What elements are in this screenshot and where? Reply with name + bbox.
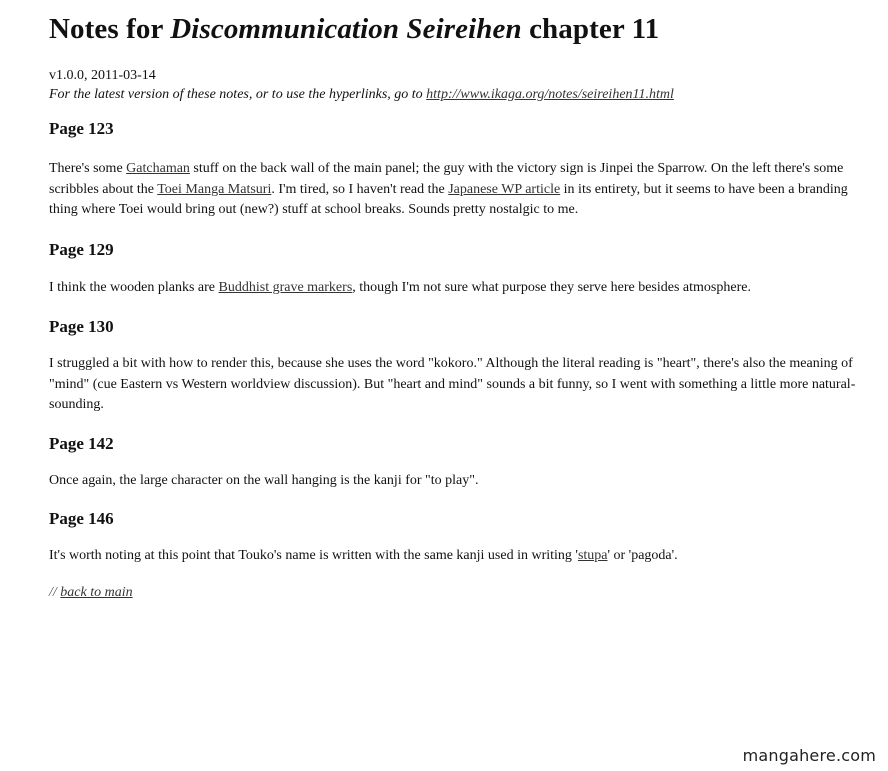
footer-prefix: // (49, 584, 61, 600)
japanese-wp-article-link[interactable]: Japanese WP article (448, 181, 561, 197)
title-italic: Discommunication Seireihen (170, 13, 522, 45)
text-run: I think the wooden planks are (49, 279, 219, 295)
latest-text: For the latest version of these notes, or to use the hyperlinks, go to (49, 87, 427, 102)
section-heading: Page 129 (49, 239, 114, 259)
back-to-main-link[interactable]: back to main (60, 584, 133, 600)
section-heading: Page 130 (49, 317, 114, 336)
section-text: I struggled a bit with how to render this, because she uses the word "kokoro." Although the literal reading is "heart", there's also the meaning of "mind" (cue Eastern vs Western worldview discussion). But "heart and mind" sounds a bit funny, so I went with something a little more natural-sounding. (49, 356, 856, 412)
notes-url-link[interactable]: http://www.ikaga.org/notes/seireihen11.html (426, 87, 674, 102)
notes-page (49, 0, 869, 603)
section-text (49, 546, 869, 567)
section-heading: Page 146 (49, 509, 114, 528)
text-run: in its entirety, but it seems to have been a branding thing where Toei would bring out (new?) stuff at school breaks. Sounds pretty nostalgic to me. (49, 181, 848, 217)
section-heading: Page 142 (49, 433, 114, 453)
toei-manga-matsuri-link[interactable]: Toei Manga Matsuri (157, 181, 272, 197)
section-text (49, 278, 869, 299)
meta-block (49, 66, 869, 104)
section-page-146 (49, 508, 869, 567)
text-run: ' or 'pagoda'. (607, 548, 678, 563)
gatchaman-link[interactable]: Gatchaman (126, 161, 190, 176)
version-line: v1.0.0, 2011-03-14 (49, 68, 156, 83)
text-run: . I'm tired, so I haven't read the (271, 181, 449, 197)
text-run: It's worth noting at this point that Touko's name is written with the same kanji used in writing ' (49, 548, 578, 563)
title-pre: Notes for (49, 13, 171, 45)
stupa-link[interactable]: stupa (577, 548, 608, 563)
section-page-129 (49, 239, 869, 299)
text-run: , though I'm not sure what purpose they serve here besides atmosphere. (352, 279, 751, 295)
section-page-123 (49, 118, 869, 221)
footer-nav (49, 583, 869, 603)
section-text (49, 159, 869, 221)
text-run: stuff on the back wall of the main panel; the guy with the victory sign is Jinpei the Sparrow. On the left there's some scribbles about the (49, 161, 844, 197)
title-post: chapter 11 (521, 13, 660, 45)
latest-version-line (49, 85, 869, 104)
section-page-142 (49, 433, 869, 492)
section-page-130 (49, 316, 869, 416)
page-title (49, 12, 869, 46)
text-run: There's some (49, 161, 127, 176)
section-heading: Page 123 (49, 119, 114, 138)
watermark: mangahere.com (742, 746, 876, 765)
buddhist-grave-markers-link[interactable]: Buddhist grave markers (218, 279, 353, 295)
section-text: Once again, the large character on the wall hanging is the kanji for "to play". (49, 472, 479, 488)
